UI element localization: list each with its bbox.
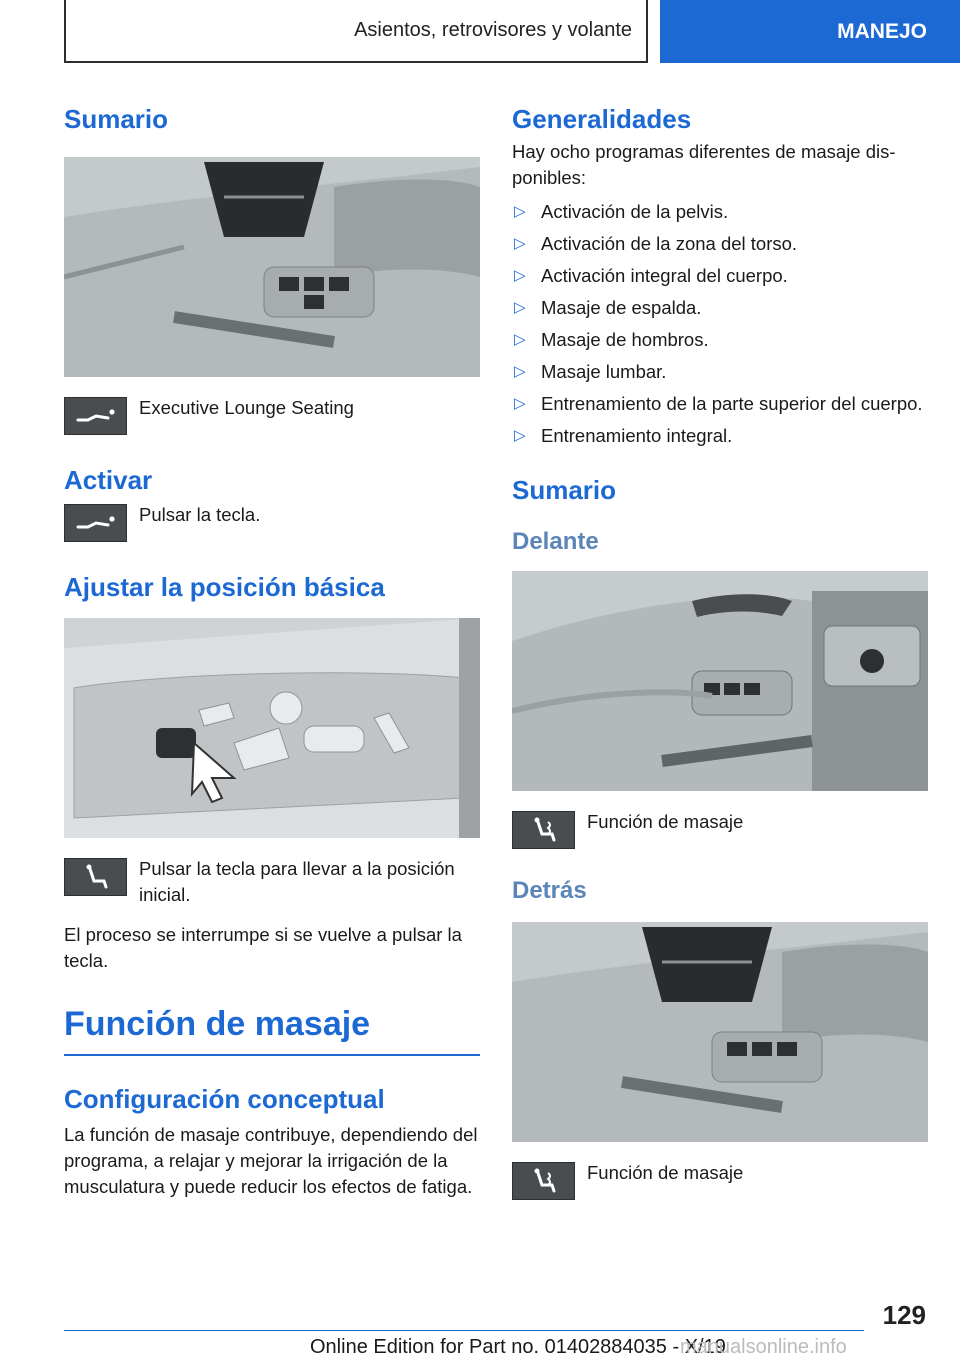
door-panel-rear-image-2	[512, 922, 928, 1142]
list-item: ▷ Activación integral del cuerpo.	[512, 263, 928, 289]
posicion-key-row	[64, 858, 480, 908]
heading-sumario-right: Sumario	[512, 475, 617, 506]
header-chapter-label: MANEJO	[837, 19, 927, 43]
footer-edition: Online Edition for Part no. 01402884035 - X/19	[310, 1336, 726, 1358]
heading-configuracion: Configuración conceptual	[64, 1084, 385, 1115]
seat-controls-image	[64, 618, 480, 838]
config-text: La función de masaje contribuye, dependiendo del programa, a relajar y mejorar la irrigación de la musculatura y puede reducir los efectos de fatiga.	[64, 1123, 478, 1197]
door-panel-front-illustration	[512, 571, 928, 791]
caption-lounge: Executive Lounge Seating	[139, 397, 354, 419]
triangle-bullet-icon: ▷	[514, 267, 526, 285]
footer-rule	[64, 1330, 864, 1331]
detras-key-row	[512, 1162, 928, 1200]
caption-detras: Función de masaje	[587, 1161, 744, 1183]
delante-key-row	[512, 811, 928, 849]
right-column	[512, 98, 928, 1200]
heading-sumario: Sumario	[64, 104, 169, 134]
triangle-bullet-icon: ▷	[514, 427, 526, 445]
left-column	[64, 98, 480, 1200]
heading-generalidades: Generalidades	[512, 104, 692, 134]
activar-text: Pulsar la tecla.	[139, 504, 261, 526]
header-section-label: Asientos, retrovisores y volante	[354, 19, 632, 41]
activar-row	[64, 504, 480, 542]
triangle-bullet-icon: ▷	[514, 299, 526, 317]
door-panel-front-image	[512, 571, 928, 791]
door-panel-rear-illustration-2	[512, 922, 928, 1142]
heading-delante: Delante	[512, 528, 599, 556]
generalidades-intro: Hay ocho programas diferentes de masaje disponibles:	[512, 141, 896, 189]
list-item: ▷ Activación de la pelvis.	[512, 199, 928, 225]
posicion-text: El proceso se interrumpe si se vuelve a pulsar la tecla.	[64, 923, 462, 971]
heading-funcion-masaje: Función de masaje	[64, 1004, 371, 1043]
page-number: 129	[882, 1300, 926, 1330]
triangle-bullet-icon: ▷	[514, 363, 526, 381]
posicion-caption: Pulsar la tecla para llevar a la posición inicial.	[139, 857, 455, 905]
list-item: ▷ Activación de la zona del torso.	[512, 231, 928, 257]
heading-rule	[64, 1054, 480, 1056]
heading-detras: Detrás	[512, 877, 587, 905]
list-item: ▷ Masaje lumbar.	[512, 359, 928, 385]
list-item: ▷ Masaje de hombros.	[512, 327, 928, 353]
triangle-bullet-icon: ▷	[514, 235, 526, 253]
list-item: ▷ Entrenamiento integral.	[512, 423, 928, 449]
recline-seat-icon	[64, 504, 127, 542]
door-panel-rear-illustration	[64, 157, 480, 377]
caption-delante: Función de masaje	[587, 811, 744, 833]
seat-position-icon	[64, 858, 127, 896]
footer-watermark: manualsonline.info	[680, 1336, 847, 1358]
seat-controls-illustration	[64, 618, 480, 838]
triangle-bullet-icon: ▷	[514, 395, 526, 413]
massage-seat-icon	[512, 1162, 575, 1200]
heading-posicion-basica: Ajustar la posición básica	[64, 572, 385, 603]
heading-activar: Activar	[64, 465, 153, 496]
massage-seat-icon	[512, 811, 575, 849]
list-item: ▷ Masaje de espalda.	[512, 295, 928, 321]
recline-seat-icon	[64, 397, 127, 435]
list-item: ▷ Entrenamiento de la parte superior del cuerpo.	[512, 391, 928, 417]
door-panel-rear-image	[64, 157, 480, 377]
program-list	[512, 199, 928, 449]
triangle-bullet-icon: ▷	[514, 203, 526, 221]
header-chapter-tab	[660, 0, 960, 63]
triangle-bullet-icon: ▷	[514, 331, 526, 349]
header-section-title	[64, 0, 648, 63]
lounge-key-row	[64, 397, 480, 435]
